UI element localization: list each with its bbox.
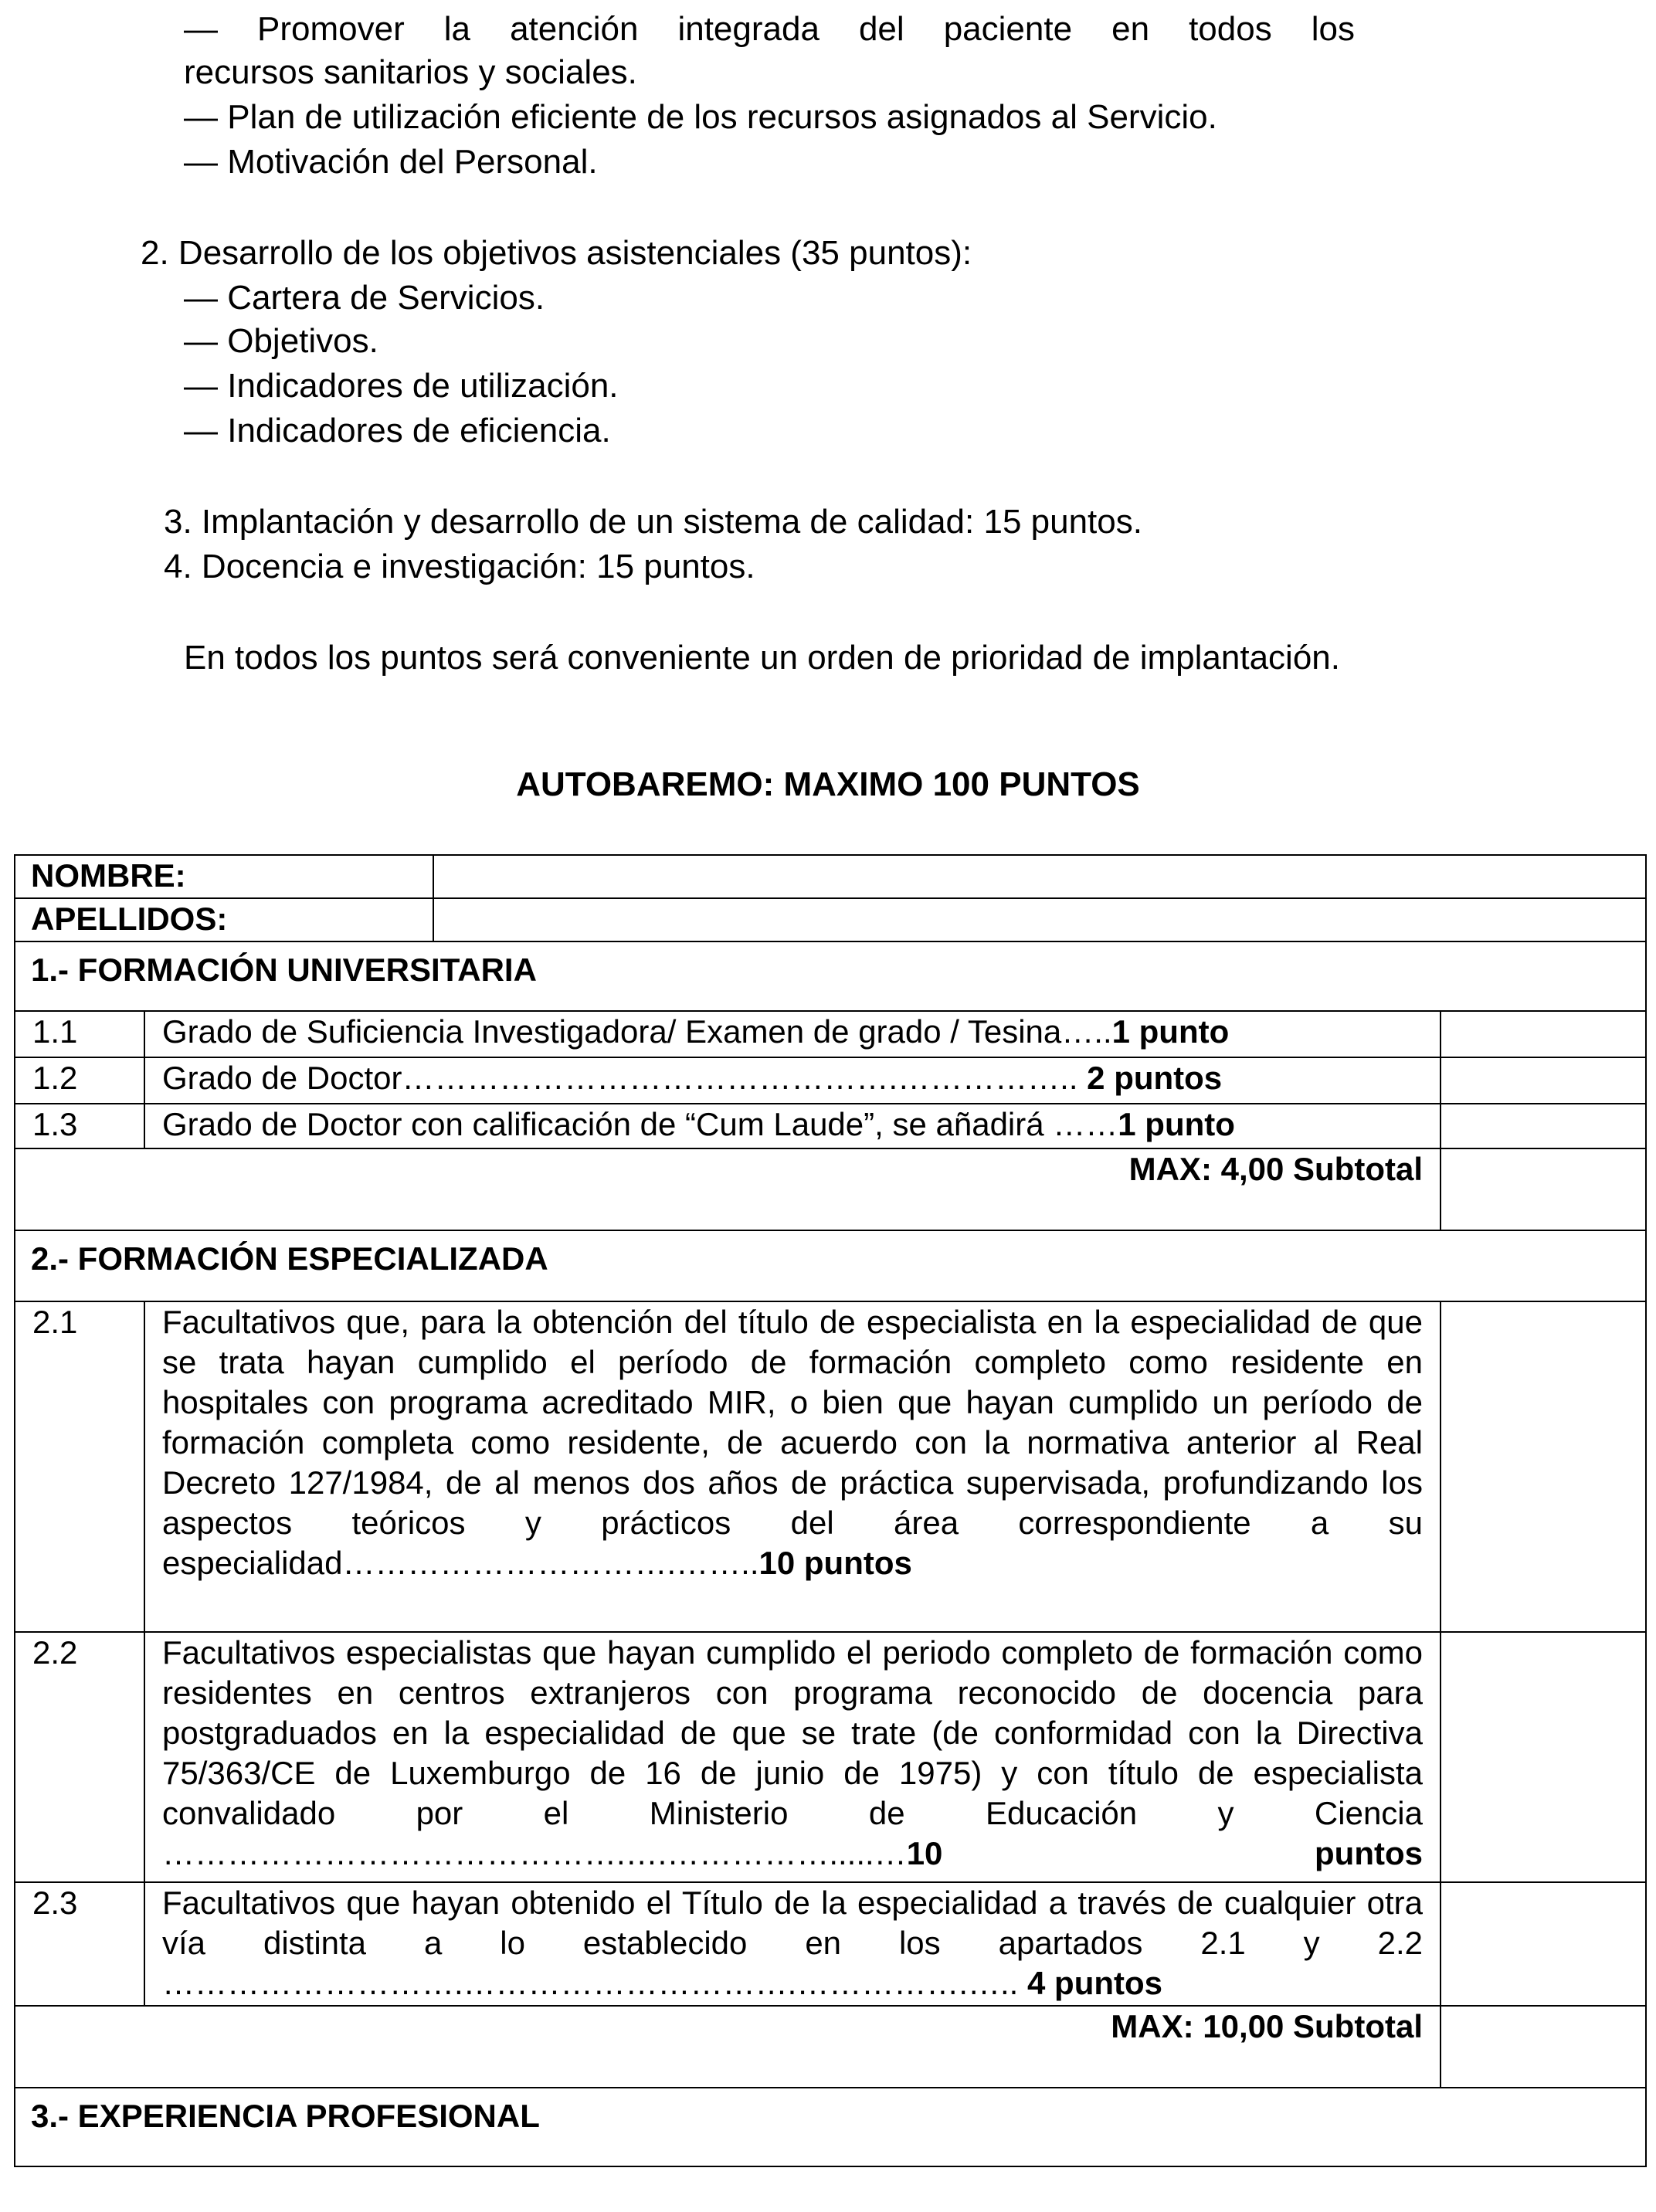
- score-cell[interactable]: [1441, 1104, 1646, 1148]
- item-points: 4 puntos: [1027, 1965, 1163, 2001]
- item-row: [15, 1011, 1646, 1057]
- section-heading-row: [15, 1230, 1646, 1301]
- section1-heading: 1.- FORMACIÓN UNIVERSITARIA: [15, 941, 1646, 1011]
- item-description: Grado de Doctor con calificación de “Cum Laude”, se añadirá ……1 punto: [144, 1104, 1441, 1148]
- nombre-field[interactable]: [433, 855, 1646, 898]
- item-number: 2.3: [15, 1882, 144, 2006]
- item-points: 1 punto: [1118, 1106, 1235, 1142]
- item-description: Grado de Doctor……………………………………….…………….. 2 puntos: [144, 1057, 1441, 1104]
- nombre-row: [15, 855, 1646, 898]
- score-cell[interactable]: [1441, 1632, 1646, 1882]
- section1-subtotal-label: MAX: 4,00 Subtotal: [15, 1148, 1441, 1230]
- score-cell[interactable]: [1441, 1057, 1646, 1104]
- item-row: [15, 1632, 1646, 1882]
- section2-subtotal-label: MAX: 10,00 Subtotal: [15, 2006, 1441, 2088]
- item2-bullet: — Objetivos.: [184, 322, 378, 360]
- section3-heading: 3.- EXPERIENCIA PROFESIONAL: [15, 2088, 1646, 2166]
- item1-line4: — Motivación del Personal.: [184, 143, 598, 181]
- score-cell[interactable]: [1441, 1011, 1646, 1057]
- item-description: Facultativos que, para la obtención del título de especialista en la especialidad de que se trata hayan cumplido el período de formación completo como residente en hospitales con programa acreditado MIR, o bien que hayan cumplido un período de formación completa como residente, de acuerdo con la normativa anterior al Real Decreto 127/1984, de al menos dos años de práctica supervisada, profundizando los aspectos teóricos y prácticos del área correspondiente a su especialidad………………………….……..10 puntos: [144, 1301, 1441, 1632]
- item-number: 1.2: [15, 1057, 144, 1104]
- apellidos-row: [15, 898, 1646, 941]
- item1-line1: — Promover la atención integrada del paciente en todos los: [184, 10, 1355, 48]
- subtotal-row: [15, 2006, 1646, 2088]
- autobaremo-table: [14, 854, 1647, 2167]
- item-row: [15, 1057, 1646, 1104]
- section2-heading: 2.- FORMACIÓN ESPECIALIZADA: [15, 1230, 1646, 1301]
- item-description: Grado de Suficiencia Investigadora/ Examen de grado / Tesina…..1 punto: [144, 1011, 1441, 1057]
- item2-bullet: — Cartera de Servicios.: [184, 279, 545, 317]
- item-row: [15, 1882, 1646, 2006]
- score-cell[interactable]: [1441, 1301, 1646, 1632]
- item-points: 1 punto: [1111, 1013, 1230, 1050]
- apellidos-field[interactable]: [433, 898, 1646, 941]
- item-description: Facultativos que hayan obtenido el Título de la especialidad a través de cualquier otra vía distinta a lo establecido en los apartados 2.1 y 2.2 ……………………….………………………….…………….….. 4 puntos: [144, 1882, 1441, 2006]
- score-cell[interactable]: [1441, 1882, 1646, 2006]
- item3: 3. Implantación y desarrollo de un sistema de calidad: 15 puntos.: [164, 503, 1142, 541]
- item-description: Facultativos especialistas que hayan cumplido el periodo completo de formación como residentes en centros extranjeros con programa reconocido de docencia para postgraduados en la especialidad de que se trate (de conformidad con la Directiva 75/363/CE de Luxemburgo de 16 de junio de 1975) y con título de especialista convalidado por el Ministerio de Educación y Ciencia …………………………………….….…………….....…10 puntos: [144, 1632, 1441, 1882]
- item-points: 10 puntos: [758, 1545, 912, 1581]
- nombre-label: NOMBRE:: [15, 855, 433, 898]
- item1-line3: — Plan de utilización eficiente de los recursos asignados al Servicio.: [184, 98, 1217, 136]
- item-row: [15, 1104, 1646, 1148]
- item-number: 1.1: [15, 1011, 144, 1057]
- section1-subtotal-field[interactable]: [1441, 1148, 1646, 1230]
- priority-note: En todos los puntos será conveniente un orden de prioridad de implantación.: [184, 639, 1340, 677]
- item-number: 2.2: [15, 1632, 144, 1882]
- item1-line2: recursos sanitarios y sociales.: [184, 53, 637, 91]
- section2-subtotal-field[interactable]: [1441, 2006, 1646, 2088]
- item-number: 1.3: [15, 1104, 144, 1148]
- section-heading-row: [15, 941, 1646, 1011]
- apellidos-label: APELLIDOS:: [15, 898, 433, 941]
- item2-heading: 2. Desarrollo de los objetivos asistenciales (35 puntos):: [141, 234, 972, 272]
- item-number: 2.1: [15, 1301, 144, 1632]
- item4: 4. Docencia e investigación: 15 puntos.: [164, 548, 755, 585]
- item-points: 10 puntos: [906, 1835, 1423, 1871]
- item-row: [15, 1301, 1646, 1632]
- section-heading-row: [15, 2088, 1646, 2166]
- subtotal-row: [15, 1148, 1646, 1230]
- item-points: 2 puntos: [1087, 1060, 1223, 1096]
- item2-bullet: — Indicadores de utilización.: [184, 367, 619, 405]
- item2-bullet: — Indicadores de eficiencia.: [184, 412, 611, 450]
- page-title: AUTOBAREMO: MAXIMO 100 PUNTOS: [516, 765, 1140, 803]
